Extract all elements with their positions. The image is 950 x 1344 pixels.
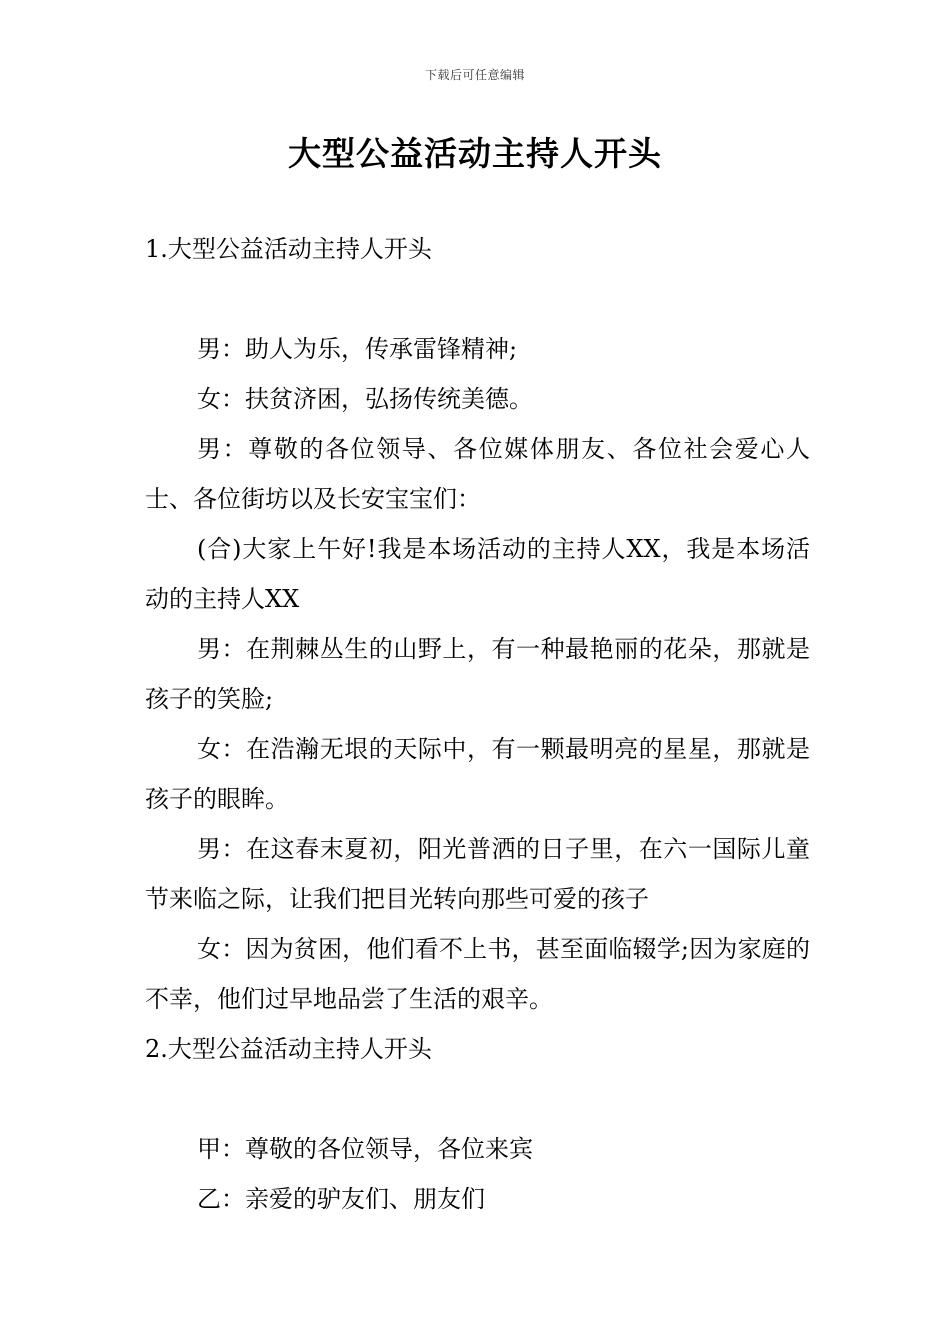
paragraph: (合)大家上午好!我是本场活动的主持人XX，我是本场活动的主持人XX <box>145 535 810 613</box>
document-body <box>145 224 810 1224</box>
paragraph: 女：在浩瀚无垠的天际中，有一颗最明亮的星星，那就是孩子的眼眸。 <box>145 735 810 813</box>
paragraph: 甲：尊敬的各位领导，各位来宾 <box>197 1135 533 1163</box>
section-gap <box>145 274 810 324</box>
document-title: 大型公益活动主持人开头 <box>288 134 662 173</box>
paragraph: 男：在荆棘丛生的山野上，有一种最艳丽的花朵，那就是孩子的笑脸; <box>145 635 810 713</box>
paragraph: 女：扶贫济困，弘扬传统美德。 <box>197 385 533 413</box>
section-heading: 1.大型公益活动主持人开头 <box>145 235 432 263</box>
header-note: 下载后可任意编辑 <box>424 68 525 82</box>
paragraph: 女：因为贫困，他们看不上书，甚至面临辍学;因为家庭的不幸，他们过早地品尝了生活的艰辛。 <box>145 935 810 1013</box>
section-gap <box>145 1074 810 1124</box>
paragraph: 男：助人为乐，传承雷锋精神; <box>197 335 518 363</box>
section-heading: 2.大型公益活动主持人开头 <box>145 1035 432 1063</box>
paragraph: 乙：亲爱的驴友们、朋友们 <box>197 1185 485 1213</box>
paragraph: 男：在这春末夏初，阳光普洒的日子里，在六一国际儿童节来临之际，让我们把目光转向那些可爱的孩子 <box>145 835 810 913</box>
paragraph: 男：尊敬的各位领导、各位媒体朋友、各位社会爱心人士、各位街坊以及长安宝宝们： <box>145 435 810 513</box>
